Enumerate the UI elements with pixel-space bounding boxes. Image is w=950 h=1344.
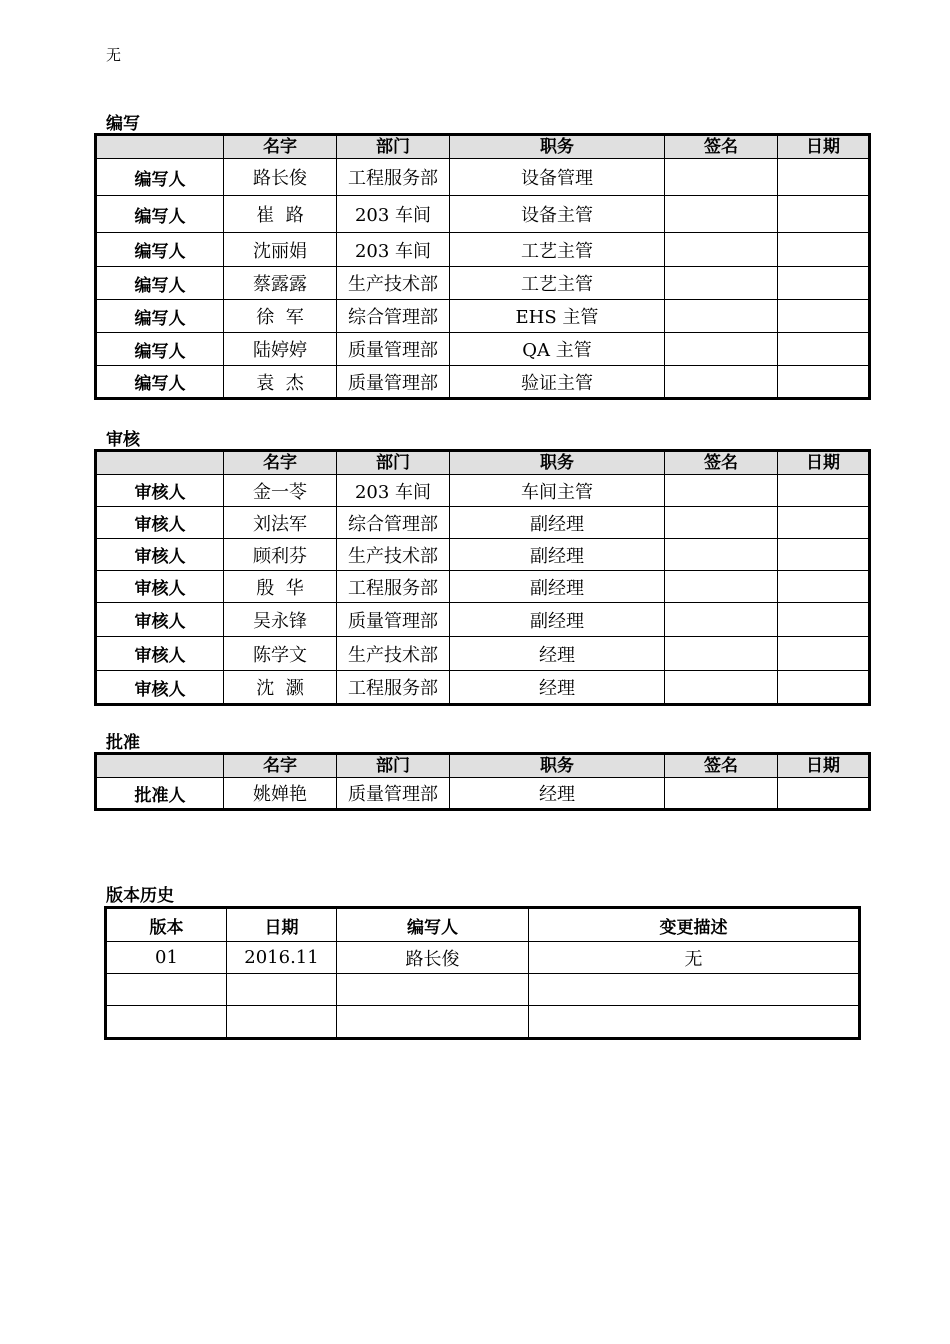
- role-cell: 编写人: [96, 267, 224, 300]
- signature-cell: [665, 300, 778, 333]
- date-cell: [778, 475, 870, 507]
- signature-cell: [665, 507, 778, 539]
- dept-cell: 综合管理部: [337, 300, 450, 333]
- role-cell: 编写人: [96, 333, 224, 366]
- table-row: [96, 778, 870, 810]
- position-cell: 设备主管: [450, 196, 665, 233]
- history-header-row: [106, 908, 860, 942]
- name-cell: 蔡露露: [224, 267, 337, 300]
- date-cell: [227, 974, 337, 1006]
- name-cell: 崔 路: [224, 196, 337, 233]
- name-cell: 路长俊: [224, 159, 337, 196]
- signature-cell: [665, 778, 778, 810]
- top-note: 无: [106, 46, 122, 64]
- name-cell: 殷 华: [224, 571, 337, 603]
- header-change-description: 变更描述: [529, 908, 860, 942]
- role-cell: 编写人: [96, 300, 224, 333]
- table-row: [96, 159, 870, 196]
- name-cell: 金一苓: [224, 475, 337, 507]
- name-cell: 姚婵艳: [224, 778, 337, 810]
- header-author: 编写人: [337, 908, 529, 942]
- signature-cell: [665, 637, 778, 671]
- header-dept: 部门: [337, 754, 450, 778]
- header-position: 职务: [450, 754, 665, 778]
- date-cell: 2016.11: [227, 942, 337, 974]
- signature-cell: [665, 475, 778, 507]
- table-row: [96, 300, 870, 333]
- write-table: [94, 133, 871, 400]
- header-dept: 部门: [337, 451, 450, 475]
- date-cell: [778, 507, 870, 539]
- name-cell: 沈 灏: [224, 671, 337, 705]
- signature-cell: [665, 571, 778, 603]
- date-cell: [778, 603, 870, 637]
- author-cell: 路长俊: [337, 942, 529, 974]
- description-cell: [529, 974, 860, 1006]
- table-row: [96, 333, 870, 366]
- approve-section-title: 批准: [106, 733, 140, 753]
- position-cell: QA 主管: [450, 333, 665, 366]
- header-signature: 签名: [665, 135, 778, 159]
- role-cell: 审核人: [96, 539, 224, 571]
- position-cell: 副经理: [450, 571, 665, 603]
- table-row: [96, 475, 870, 507]
- table-row: [96, 507, 870, 539]
- review-header-row: [96, 451, 870, 475]
- dept-cell: 203 车间: [337, 475, 450, 507]
- name-cell: 陈学文: [224, 637, 337, 671]
- dept-cell: 质量管理部: [337, 333, 450, 366]
- date-cell: [778, 196, 870, 233]
- description-cell: [529, 1006, 860, 1039]
- dept-cell: 工程服务部: [337, 671, 450, 705]
- position-cell: 副经理: [450, 507, 665, 539]
- dept-cell: 质量管理部: [337, 778, 450, 810]
- signature-cell: [665, 159, 778, 196]
- name-cell: 吴永锋: [224, 603, 337, 637]
- header-position: 职务: [450, 451, 665, 475]
- table-row: [96, 539, 870, 571]
- table-row: [96, 366, 870, 399]
- position-cell: 经理: [450, 778, 665, 810]
- role-cell: 审核人: [96, 475, 224, 507]
- table-row: [96, 637, 870, 671]
- header-dept: 部门: [337, 135, 450, 159]
- position-cell: 车间主管: [450, 475, 665, 507]
- date-cell: [778, 637, 870, 671]
- header-version: 版本: [106, 908, 227, 942]
- header-position: 职务: [450, 135, 665, 159]
- role-cell: 编写人: [96, 366, 224, 399]
- name-cell: 徐 军: [224, 300, 337, 333]
- dept-cell: 工程服务部: [337, 571, 450, 603]
- name-cell: 沈丽娟: [224, 233, 337, 267]
- name-cell: 刘法军: [224, 507, 337, 539]
- table-row: [106, 974, 860, 1006]
- position-cell: 设备管理: [450, 159, 665, 196]
- dept-cell: 质量管理部: [337, 603, 450, 637]
- header-name: 名字: [224, 451, 337, 475]
- position-cell: 工艺主管: [450, 233, 665, 267]
- role-cell: 审核人: [96, 571, 224, 603]
- table-row: [96, 571, 870, 603]
- table-row: [106, 942, 860, 974]
- header-signature: 签名: [665, 754, 778, 778]
- table-row: [96, 233, 870, 267]
- date-cell: [778, 233, 870, 267]
- date-cell: [778, 300, 870, 333]
- header-blank: [96, 754, 224, 778]
- header-date: 日期: [778, 754, 870, 778]
- date-cell: [778, 778, 870, 810]
- signature-cell: [665, 671, 778, 705]
- position-cell: EHS 主管: [450, 300, 665, 333]
- dept-cell: 生产技术部: [337, 539, 450, 571]
- header-name: 名字: [224, 754, 337, 778]
- header-signature: 签名: [665, 451, 778, 475]
- dept-cell: 生产技术部: [337, 267, 450, 300]
- position-cell: 经理: [450, 671, 665, 705]
- table-row: [96, 671, 870, 705]
- review-table: [94, 449, 871, 706]
- role-cell: 编写人: [96, 159, 224, 196]
- description-cell: 无: [529, 942, 860, 974]
- write-header-row: [96, 135, 870, 159]
- name-cell: 袁 杰: [224, 366, 337, 399]
- version-cell: [106, 974, 227, 1006]
- signature-cell: [665, 333, 778, 366]
- role-cell: 审核人: [96, 637, 224, 671]
- dept-cell: 生产技术部: [337, 637, 450, 671]
- position-cell: 验证主管: [450, 366, 665, 399]
- header-date: 日期: [778, 451, 870, 475]
- header-name: 名字: [224, 135, 337, 159]
- date-cell: [778, 366, 870, 399]
- table-row: [96, 196, 870, 233]
- header-blank: [96, 451, 224, 475]
- signature-cell: [665, 366, 778, 399]
- role-cell: 审核人: [96, 671, 224, 705]
- author-cell: [337, 1006, 529, 1039]
- date-cell: [778, 267, 870, 300]
- author-cell: [337, 974, 529, 1006]
- table-row: [96, 603, 870, 637]
- date-cell: [778, 571, 870, 603]
- header-date: 日期: [778, 135, 870, 159]
- header-blank: [96, 135, 224, 159]
- position-cell: 副经理: [450, 539, 665, 571]
- date-cell: [227, 1006, 337, 1039]
- signature-cell: [665, 603, 778, 637]
- history-table: [104, 906, 861, 1040]
- name-cell: 顾利芬: [224, 539, 337, 571]
- dept-cell: 203 车间: [337, 196, 450, 233]
- table-row: [106, 1006, 860, 1039]
- position-cell: 工艺主管: [450, 267, 665, 300]
- date-cell: [778, 159, 870, 196]
- role-cell: 编写人: [96, 233, 224, 267]
- signature-cell: [665, 539, 778, 571]
- signature-cell: [665, 233, 778, 267]
- table-row: [96, 267, 870, 300]
- role-cell: 编写人: [96, 196, 224, 233]
- version-cell: [106, 1006, 227, 1039]
- role-cell: 审核人: [96, 603, 224, 637]
- approve-header-row: [96, 754, 870, 778]
- name-cell: 陆婷婷: [224, 333, 337, 366]
- signature-cell: [665, 196, 778, 233]
- dept-cell: 综合管理部: [337, 507, 450, 539]
- date-cell: [778, 539, 870, 571]
- header-date: 日期: [227, 908, 337, 942]
- approve-table: [94, 752, 871, 811]
- date-cell: [778, 671, 870, 705]
- position-cell: 经理: [450, 637, 665, 671]
- version-cell: 01: [106, 942, 227, 974]
- role-cell: 批准人: [96, 778, 224, 810]
- history-section-title: 版本历史: [106, 886, 174, 906]
- role-cell: 审核人: [96, 507, 224, 539]
- write-section-title: 编写: [106, 114, 140, 134]
- review-section-title: 审核: [106, 430, 140, 450]
- dept-cell: 203 车间: [337, 233, 450, 267]
- signature-cell: [665, 267, 778, 300]
- position-cell: 副经理: [450, 603, 665, 637]
- dept-cell: 工程服务部: [337, 159, 450, 196]
- date-cell: [778, 333, 870, 366]
- dept-cell: 质量管理部: [337, 366, 450, 399]
